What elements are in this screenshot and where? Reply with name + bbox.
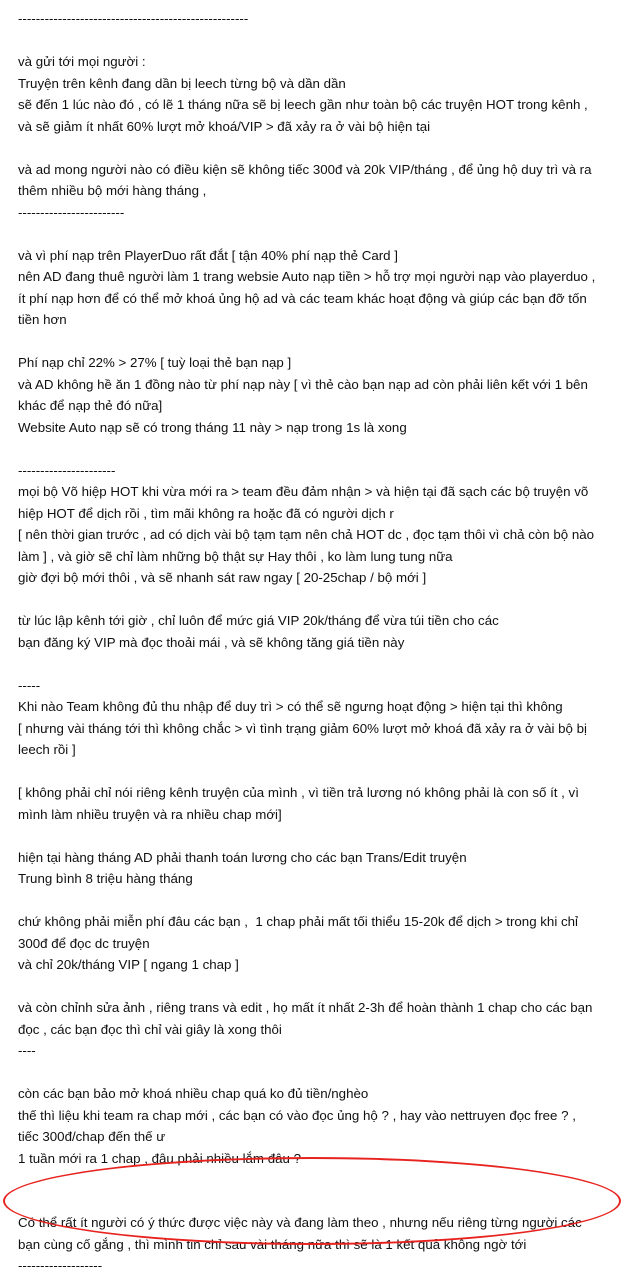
blank-line — [18, 137, 616, 159]
document-line: Website Auto nạp sẽ có trong tháng 11 này > nạp trong 1s là xong — [18, 419, 407, 435]
document-line: khác để nạp thẻ đó nữa] — [18, 398, 163, 413]
blank-line — [18, 223, 616, 245]
document-line: 1 tuần mới ra 1 chap , đâu phải nhiều lắm đâu ? — [18, 1150, 301, 1166]
document-line: thêm nhiều bộ mới hàng tháng , — [18, 183, 207, 198]
blank-line — [18, 1169, 616, 1191]
document-line: Trung bình 8 triệu hàng tháng — [18, 871, 193, 886]
document-line: ít phí nạp hơn để có thể mở khoá ủng hộ ad và các team khác hoạt động và giúp các bạn đỡ tốn — [18, 290, 587, 306]
document-line: 300đ để đọc dc truyện — [18, 935, 150, 951]
document-line: hiệp HOT để dịch rồi , tìm mãi không ra hoặc đã có người dịch r — [18, 505, 394, 521]
document-line: tiếc 300đ/chap đến thế ư — [18, 1129, 166, 1144]
document-line: ----- — [18, 677, 41, 693]
document-line: và ad mong người nào có điều kiện sẽ không tiếc 300đ và 20k VIP/tháng , để ủng hộ duy trì và ra — [18, 161, 592, 177]
document-line: [ nên thời gian trước , ad có dịch vài bộ tạm tạm nên chả HOT dc , đọc tạm thôi vì chả còn bộ nào — [18, 527, 594, 542]
blank-line — [18, 1191, 616, 1213]
document-line: từ lúc lập kênh tới giờ , chỉ luôn để mức giá VIP 20k/tháng để vừa túi tiền cho các — [18, 613, 499, 628]
document-line: [ không phải chỉ nói riêng kênh truyện của mình , vì tiền trả lương nó không phải là con số ít , vì — [18, 785, 579, 800]
blank-line — [18, 761, 616, 783]
blank-line — [18, 825, 616, 847]
blank-line — [18, 890, 616, 912]
blank-line — [18, 589, 616, 611]
document-line: ---- — [18, 1043, 36, 1058]
blank-line — [18, 976, 616, 998]
document-line: và sẽ giảm ít nhất 60% lượt mở khoá/VIP > đã xảy ra ở vài bộ hiện tại — [18, 118, 431, 134]
blank-line — [18, 30, 616, 52]
blank-line — [18, 653, 616, 675]
document-line: ---------------------------------------------------- — [18, 11, 249, 26]
document-line: và vì phí nạp trên PlayerDuo rất đắt [ tận 40% phí nạp thẻ Card ] — [18, 247, 398, 263]
document-line: tiền hơn — [18, 312, 67, 327]
document-line: mình làm nhiều truyện và ra nhiều chap mới] — [18, 806, 282, 822]
document-line: đọc , các bạn đọc thì chỉ vài giây là xong thôi — [18, 1021, 282, 1037]
document-line: nên AD đang thuê người làm 1 trang websie Auto nạp tiền > hỗ trợ mọi người nạp vào playerduo , — [18, 269, 596, 284]
document-line: còn các bạn bảo mở khoá nhiều chap quá ko đủ tiền/nghèo — [18, 1086, 369, 1101]
document-line: Có thể rất ít người có ý thức được việc này và đang làm theo , nhưng nếu riêng từng người các — [18, 1215, 582, 1230]
document-line: sẽ đến 1 lúc nào đó , có lẽ 1 tháng nữa sẽ bị leech gần như toàn bộ các truyện HOT trong kênh , — [18, 97, 588, 112]
document-line: thế thì liệu khi team ra chap mới , các bạn có vào đọc ủng hộ ? , hay vào nettruyen đọc free ? , — [18, 1107, 576, 1123]
document-line: và AD không hề ăn 1 đồng nào từ phí nạp này [ vì thẻ cào bạn nạp ad còn phải liên kết với 1 bên — [18, 376, 588, 392]
document-line: [ nhưng vài tháng tới thì không chắc > vì tình trạng giảm 60% lượt mở khoá đã xảy ra ở vài bộ bị — [18, 720, 587, 736]
document-line: bạn cùng cố gắng , thì mình tin chỉ sau vài tháng nữa thì sẽ là 1 kết quả không ngờ tới — [18, 1236, 527, 1252]
document-line: Khi nào Team không đủ thu nhập để duy trì > có thể sẽ ngưng hoạt động > hiện tại thì không — [18, 699, 563, 714]
document-line: Truyện trên kênh đang dần bị leech từng bộ và dần dần — [18, 75, 346, 91]
document-line: làm ] , và giờ sẽ chỉ làm những bộ thật sự Hay thôi , ko làm lung tung nữa — [18, 548, 453, 564]
document-line: ---------------------- — [18, 462, 116, 478]
document-line: hiện tại hàng tháng AD phải thanh toán lương cho các bạn Trans/Edit truyện — [18, 849, 467, 865]
document-line: ------------------- — [18, 1258, 103, 1273]
document-line: bạn đăng ký VIP mà đọc thoải mái , và sẽ không tăng giá tiền này — [18, 634, 405, 650]
document-line: Phí nạp chỉ 22% > 27% [ tuỳ loại thẻ bạn nạp ] — [18, 355, 292, 370]
blank-line — [18, 438, 616, 460]
document-line: và gửi tới mọi người : — [18, 54, 146, 69]
document-line: mọi bộ Võ hiệp HOT khi vừa mới ra > team đều đảm nhận > và hiện tại đã sạch các bộ truyện võ — [18, 484, 589, 499]
document-text-body — [18, 8, 616, 1277]
document-line: chứ không phải miễn phí đâu các bạn , 1 chap phải mất tối thiểu 15-20k để dịch > trong khi chỉ — [18, 914, 578, 929]
document-line: giờ đợi bộ mới thôi , và sẽ nhanh sát raw ngay [ 20-25chap / bộ mới ] — [18, 570, 427, 585]
document-line: và còn chỉnh sửa ảnh , riêng trans và edit , họ mất ít nhất 2-3h để hoàn thành 1 chap cho các bạn — [18, 1000, 593, 1015]
document-line: leech rồi ] — [18, 742, 76, 757]
document-line: ------------------------ — [18, 204, 125, 220]
document-line: và chỉ 20k/tháng VIP [ ngang 1 chap ] — [18, 957, 239, 972]
blank-line — [18, 1062, 616, 1084]
blank-line — [18, 331, 616, 353]
